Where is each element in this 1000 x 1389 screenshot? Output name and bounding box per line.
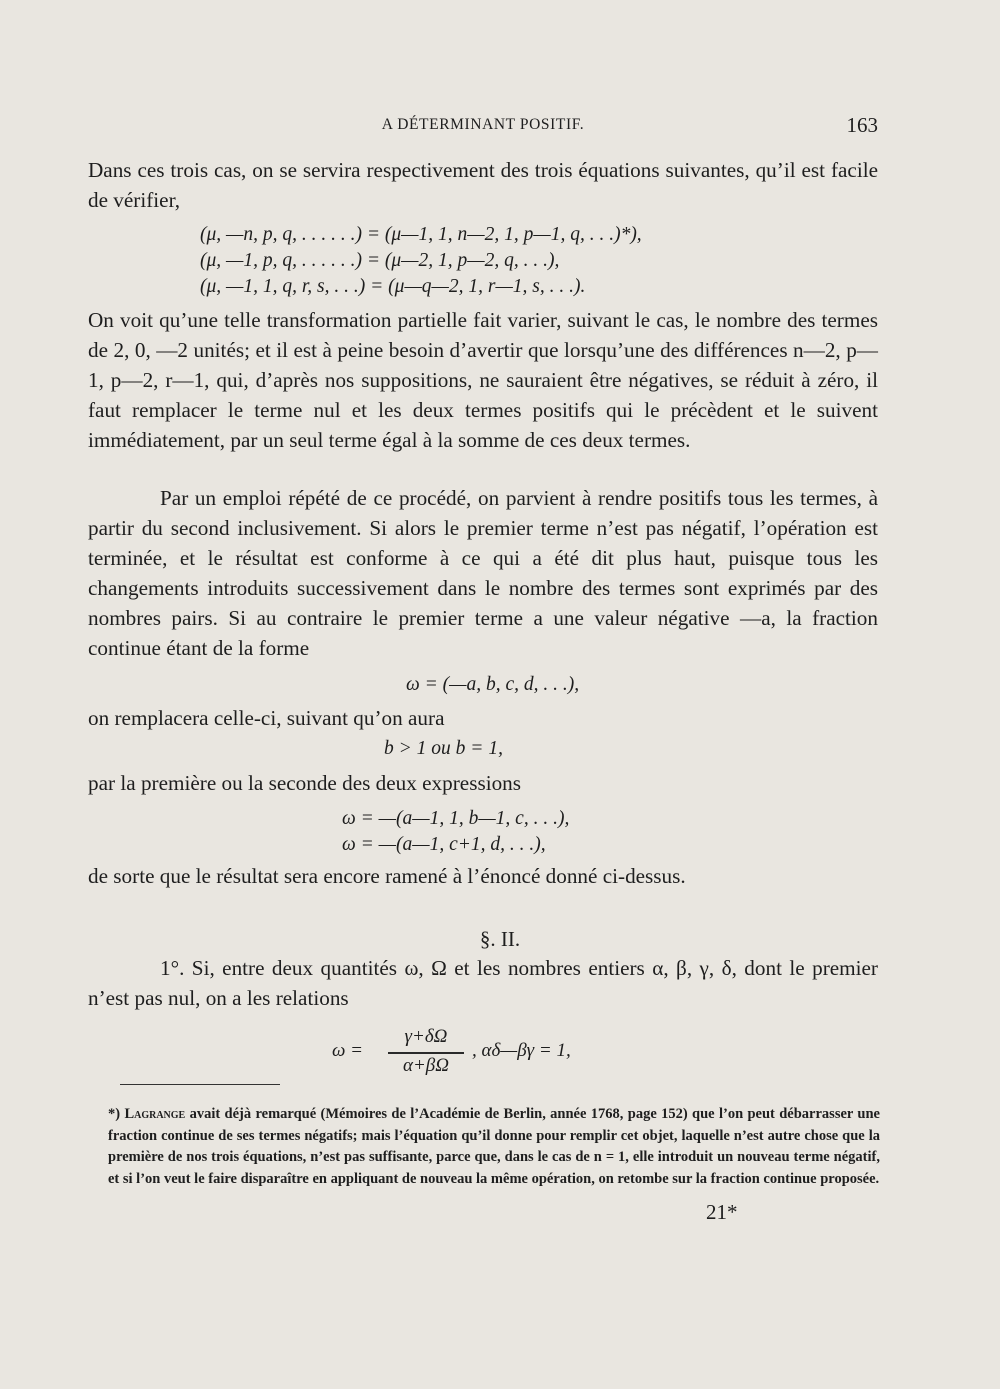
paragraph-relations bbox=[88, 953, 878, 1013]
fraction-lhs: ω = bbox=[332, 1040, 363, 1061]
page-number: 163 bbox=[846, 113, 878, 137]
signature-mark: 21* bbox=[706, 1200, 738, 1224]
equation-line-2: (μ, —1, p, q, . . . . . .) = (μ—2, 1, p—2, q, . . .), bbox=[200, 250, 560, 271]
paragraph-text: de sorte que le résultat sera encore ramené à l’énoncé donné ci-dessus. bbox=[88, 864, 686, 888]
paragraph-text: On voit qu’une telle transformation partielle fait varier, suivant le cas, le nombre des termes de 2, 0, —2 unités; et il est à peine besoin d’avertir que lorsqu’une des différences n—2, p—1, p—2, r—1, qui, d’après nos suppositions, ne sauraient être négatives, se réduit à zéro, il faut remplacer le terme nul et les deux termes positifs qui le précèdent et le suivent immédiatement, par un seul terme égal à la somme de ces deux termes. bbox=[88, 308, 878, 452]
equation-condition: b > 1 ou b = 1, bbox=[384, 738, 503, 759]
fraction-denominator: α+βΩ bbox=[403, 1055, 449, 1076]
paragraph-text: par la première ou la seconde des deux expressions bbox=[88, 771, 522, 795]
fraction-numerator: γ+δΩ bbox=[404, 1026, 448, 1047]
paragraph-procedure bbox=[88, 483, 878, 663]
equation-expression-2: ω = —(a—1, c+1, d, . . .), bbox=[342, 834, 546, 855]
paragraph-transformation bbox=[88, 305, 878, 455]
equation-line-1: (μ, —n, p, q, . . . . . .) = (μ—1, 1, n—2, 1, p—1, q, . . .)*), bbox=[200, 224, 642, 245]
fraction-rhs: , αδ—βγ = 1, bbox=[472, 1040, 571, 1061]
footnote-author: Lagrange bbox=[124, 1106, 186, 1122]
footnote-rule bbox=[120, 1084, 280, 1085]
equation-line-3: (μ, —1, 1, q, r, s, . . .) = (μ—q—2, 1, r—1, s, . . .). bbox=[200, 276, 586, 297]
paragraph-text: on remplacera celle-ci, suivant qu’on aura bbox=[88, 706, 445, 730]
footnote bbox=[108, 1104, 880, 1190]
equation-expression-1: ω = —(a—1, 1, b—1, c, . . .), bbox=[342, 808, 570, 829]
paragraph-expressions bbox=[88, 768, 878, 798]
paragraph-text: 1°. Si, entre deux quantités ω, Ω et les nombres entiers α, β, γ, δ, dont le premier n’est pas nul, on a les relations bbox=[88, 956, 878, 1010]
equation-omega: ω = (—a, b, c, d, . . .), bbox=[406, 674, 580, 695]
paragraph-text: Par un emploi répété de ce procédé, on parvient à rendre positifs tous les termes, à partir du second inclusivement. Si alors le premier terme n’est pas négatif, l’opération est terminée, et le résultat est conforme à ce qui a été dit plus haut, puisque tous les changements introduits successivement dans le nombre des termes sont exprimés par des nombres pairs. Si au contraire le premier terme a une valeur négative —a, la fraction continue étant de la forme bbox=[88, 486, 878, 660]
paragraph-conclusion bbox=[88, 861, 878, 891]
running-head: A DÉTERMINANT POSITIF. bbox=[381, 116, 585, 133]
footnote-text: *) Lagrange avait déjà remarqué (Mémoires de l’Académie de Berlin, année 1768, page 152) que l’on peut débarrasser une fraction continue de ses termes négatifs; mais l’équation qu’il donne pour remplir cet objet, laquelle n’est autre chose que la première de nos trois équations, n’est pas suffisante, parce que, dans le cas de n = 1, elle introduit un nouveau terme négatif, et si l’on veut le faire disparaître en appliquant de nouveau la même opération, on retombe sur la fraction continue proposée. bbox=[108, 1106, 880, 1187]
section-heading: §. II. bbox=[479, 927, 521, 951]
paragraph-replace bbox=[88, 703, 878, 733]
paragraph-intro bbox=[88, 155, 878, 215]
paragraph-text: Dans ces trois cas, on se servira respectivement des trois équations suivantes, qu’il est facile de vérifier, bbox=[88, 158, 878, 212]
fraction-bar bbox=[388, 1052, 464, 1054]
page-header bbox=[88, 113, 878, 140]
